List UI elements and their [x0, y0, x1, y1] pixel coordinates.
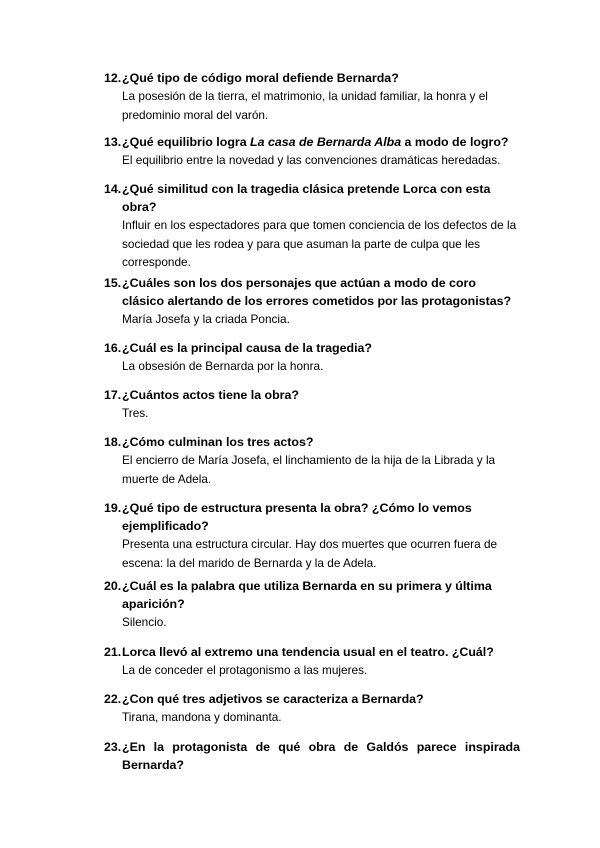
qa-item-15 [104, 274, 520, 329]
question-text: ¿En la protagonista de qué obra de Galdós parece inspirada Bernarda? [122, 740, 520, 772]
question-text [122, 133, 520, 151]
question-text: ¿Cuál es la palabra que utiliza Bernarda en su primera y última aparición? [122, 579, 492, 611]
answer-text: Tres. [122, 406, 149, 420]
question [104, 643, 520, 661]
question [104, 339, 520, 357]
question-number: 18. [104, 435, 122, 449]
question-number: 16. [104, 341, 122, 355]
answer-text: Tirana, mandona y dominanta. [122, 710, 282, 724]
question-text: ¿Cuántos actos tiene la obra? [122, 388, 299, 402]
qa-item-18 [104, 433, 520, 488]
question [104, 499, 520, 535]
qa-item-21 [104, 643, 520, 680]
answer-text: Influir en los espectadores para que tomen conciencia de los defectos de la sociedad que les rodea y para que asuman la parte de culpa que les corresponde. [122, 218, 517, 269]
question [104, 433, 520, 451]
question-number: 23. [104, 740, 122, 754]
question-number: 19. [104, 501, 122, 515]
answer-text: María Josefa y la criada Poncia. [122, 312, 290, 326]
qa-item-20 [104, 577, 520, 632]
answer-text: Presenta una estructura circular. Hay dos muertes que ocurren fuera de escena: la del marido de Bernarda y la de Adela. [122, 537, 498, 570]
question-number: 14. [104, 182, 122, 196]
question-number: 12. [104, 71, 122, 85]
answer-text: La posesión de la tierra, el matrimonio, la unidad familiar, la honra y el predominio moral del varón. [122, 89, 488, 122]
question-text: Lorca llevó al extremo una tendencia usual en el teatro. ¿Cuál? [122, 645, 494, 659]
question-text-end: a modo de logro? [401, 135, 509, 149]
qa-item-14 [104, 180, 520, 272]
question [104, 180, 520, 216]
question [104, 690, 520, 708]
answer-text: El equilibrio entre la novedad y las convenciones dramáticas heredadas. [122, 153, 501, 167]
question [104, 386, 520, 404]
question-number: 20. [104, 579, 122, 593]
question-text: ¿Con qué tres adjetivos se caracteriza a Bernarda? [122, 692, 424, 706]
question-text: ¿Cómo culminan los tres actos? [122, 435, 314, 449]
question [104, 577, 520, 613]
answer-text: Silencio. [122, 615, 167, 629]
question-number: 13. [104, 135, 122, 149]
qa-item-22 [104, 690, 520, 727]
question-number: 21. [104, 645, 122, 659]
answer-text: La de conceder el protagonismo a las mujeres. [122, 663, 368, 677]
question [104, 274, 520, 310]
question-text: ¿Cuáles son los dos personajes que actúan a modo de coro clásico alertando de los errores cometidos por las protagonistas? [122, 276, 512, 308]
question-number: 22. [104, 692, 122, 706]
question-number: 15. [104, 276, 122, 290]
qa-item-16 [104, 339, 520, 376]
question-text: ¿Qué tipo de estructura presenta la obra? ¿Cómo lo vemos ejemplificado? [122, 501, 472, 533]
question-text: ¿Qué similitud con la tragedia clásica pretende Lorca con esta obra? [122, 182, 491, 214]
question [104, 69, 520, 87]
question [104, 738, 520, 774]
question-number: 17. [104, 388, 122, 402]
qa-item-17 [104, 386, 520, 423]
answer-text: El encierro de María Josefa, el linchamiento de la hija de la Librada y la muerte de Adela. [122, 453, 496, 486]
question-text: ¿Cuál es la principal causa de la tragedia? [122, 341, 372, 355]
qa-item-19 [104, 499, 520, 572]
work-title: La casa de Bernarda Alba [250, 135, 402, 149]
question [104, 133, 520, 151]
qa-item-12 [104, 69, 520, 124]
answer-text: La obsesión de Bernarda por la honra. [122, 359, 324, 373]
qa-item-13 [104, 133, 520, 170]
question-text-start: ¿Qué equilibrio logra [122, 135, 251, 149]
qa-item-23 [104, 738, 520, 774]
question-text: ¿Qué tipo de código moral defiende Bernarda? [122, 71, 399, 85]
